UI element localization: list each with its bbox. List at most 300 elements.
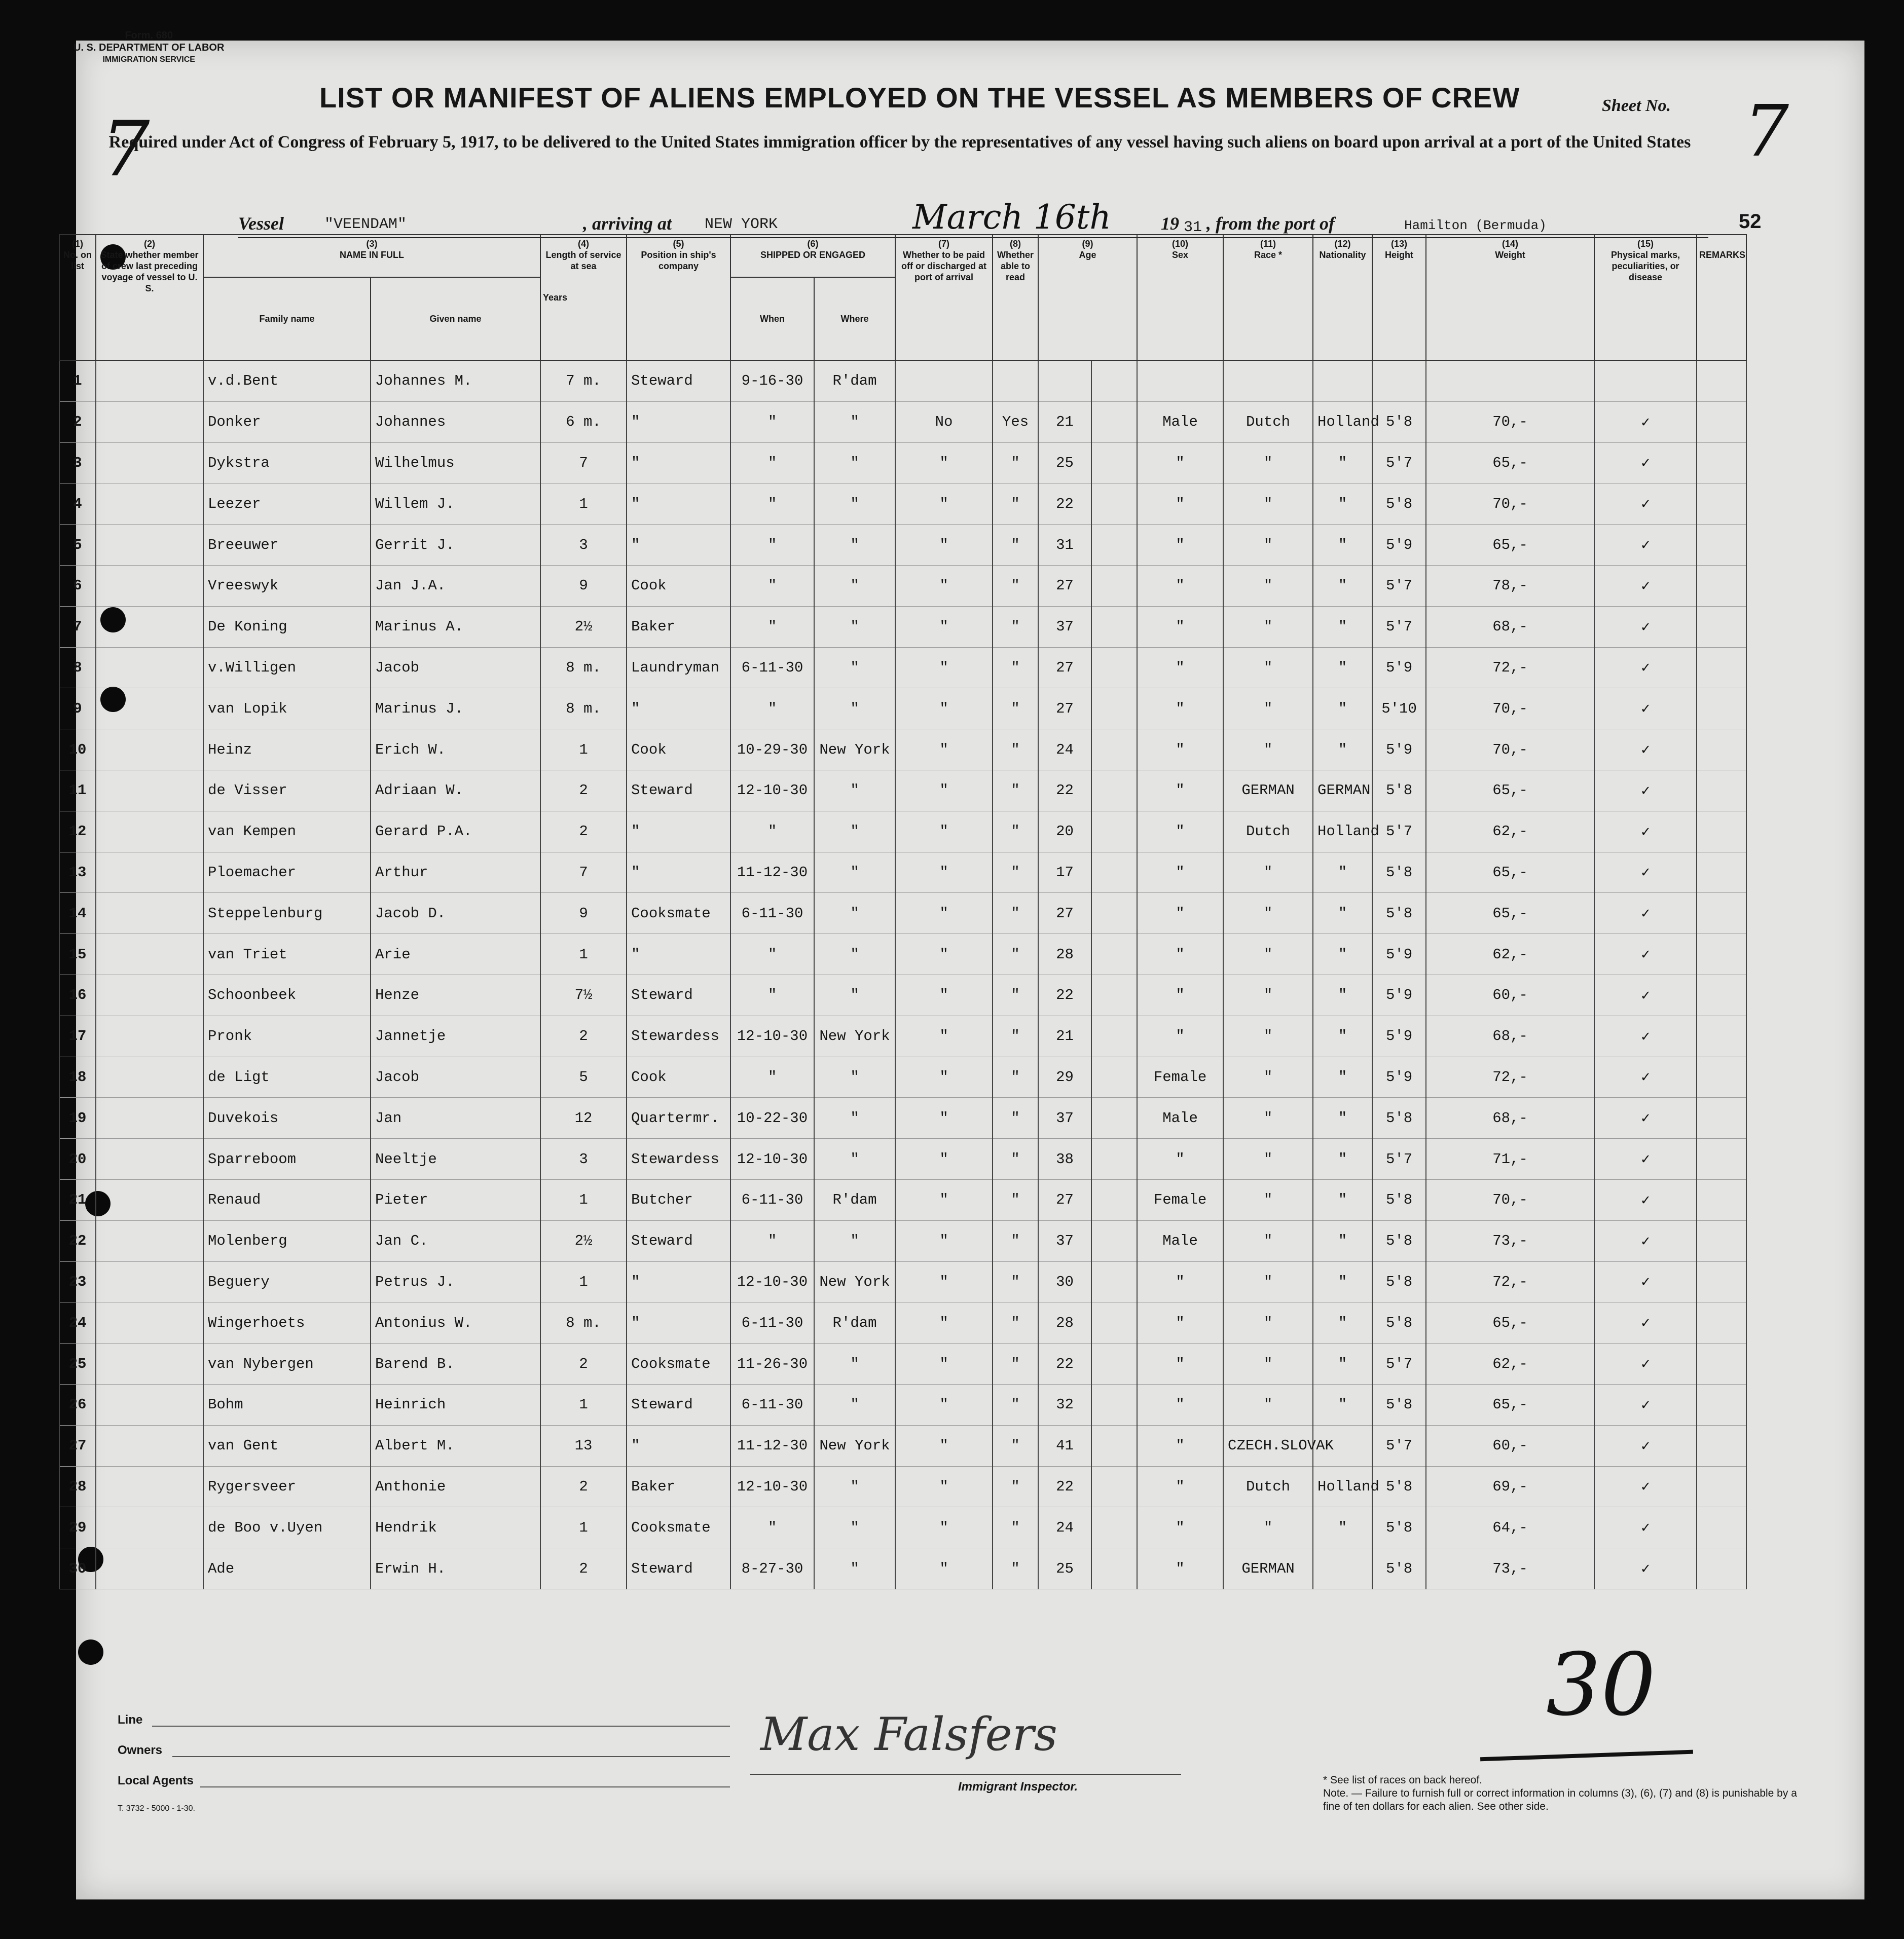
age-spacer bbox=[1091, 1179, 1137, 1220]
shipped-where: " bbox=[814, 770, 895, 811]
weight: 70,- bbox=[1426, 688, 1594, 729]
arrival-date: March 16th bbox=[912, 198, 1111, 237]
weight: 62,- bbox=[1426, 1344, 1594, 1385]
state-cell bbox=[96, 647, 203, 688]
shipped-when: 12-10-30 bbox=[730, 1261, 814, 1302]
height: 5'7 bbox=[1372, 1425, 1426, 1466]
paid-off: " bbox=[895, 606, 993, 647]
age-spacer bbox=[1091, 1466, 1137, 1507]
table-row bbox=[59, 1016, 1746, 1057]
height: 5'8 bbox=[1372, 1507, 1426, 1548]
service-length: 2 bbox=[540, 1466, 627, 1507]
age: 27 bbox=[1038, 688, 1091, 729]
sex: " bbox=[1137, 1384, 1223, 1425]
position: Steward bbox=[627, 1384, 730, 1425]
given-name: Adriaan W. bbox=[371, 770, 540, 811]
paid-off: " bbox=[895, 1302, 993, 1344]
age-spacer bbox=[1091, 1548, 1137, 1589]
height: 5'8 bbox=[1372, 893, 1426, 934]
position: Laundryman bbox=[627, 647, 730, 688]
paid-off: " bbox=[895, 1016, 993, 1057]
shipped-when: 12-10-30 bbox=[730, 1016, 814, 1057]
sex: " bbox=[1137, 442, 1223, 483]
height: 5'8 bbox=[1372, 770, 1426, 811]
weight: 65,- bbox=[1426, 893, 1594, 934]
given-name: Heinrich bbox=[371, 1384, 540, 1425]
row-number: 4 bbox=[59, 483, 96, 525]
state-cell bbox=[96, 852, 203, 893]
state-cell bbox=[96, 1302, 203, 1344]
row-number: 12 bbox=[59, 811, 96, 852]
table-row bbox=[59, 1302, 1746, 1344]
family-name: van Gent bbox=[203, 1425, 371, 1466]
family-name: Bohm bbox=[203, 1384, 371, 1425]
table-row bbox=[59, 647, 1746, 688]
able-to-read: " bbox=[993, 483, 1038, 525]
state-cell bbox=[96, 1016, 203, 1057]
remarks bbox=[1697, 729, 1746, 770]
sex: " bbox=[1137, 1261, 1223, 1302]
col-paid-header: (7) Whether to be paid off or discharged at port of arrival bbox=[895, 235, 993, 360]
row-number: 27 bbox=[59, 1425, 96, 1466]
crew-manifest-table bbox=[59, 234, 1747, 1589]
total-count: 30 bbox=[1546, 1635, 1656, 1735]
state-cell bbox=[96, 606, 203, 647]
table-row bbox=[59, 1057, 1746, 1098]
col-given-header: Given name bbox=[371, 277, 540, 360]
remarks bbox=[1697, 483, 1746, 525]
age: 27 bbox=[1038, 1179, 1091, 1220]
shipped-where: " bbox=[814, 1548, 895, 1589]
family-name: Rygersveer bbox=[203, 1466, 371, 1507]
paid-off: " bbox=[895, 893, 993, 934]
family-name: Breeuwer bbox=[203, 525, 371, 566]
position: " bbox=[627, 483, 730, 525]
shipped-where: " bbox=[814, 525, 895, 566]
table-row bbox=[59, 811, 1746, 852]
position: Baker bbox=[627, 606, 730, 647]
shipped-when: 11-12-30 bbox=[730, 852, 814, 893]
paid-off: " bbox=[895, 811, 993, 852]
row-number: 18 bbox=[59, 1057, 96, 1098]
weight: 62,- bbox=[1426, 934, 1594, 975]
age: 37 bbox=[1038, 1220, 1091, 1261]
age-spacer bbox=[1091, 401, 1137, 442]
height: 5'7 bbox=[1372, 565, 1426, 606]
sex: " bbox=[1137, 852, 1223, 893]
paid-off: " bbox=[895, 1344, 993, 1385]
table-row bbox=[59, 565, 1746, 606]
weight: 64,- bbox=[1426, 1507, 1594, 1548]
sex: " bbox=[1137, 1344, 1223, 1385]
weight: 71,- bbox=[1426, 1139, 1594, 1180]
able-to-read: " bbox=[993, 1507, 1038, 1548]
table-row bbox=[59, 1466, 1746, 1507]
age-spacer bbox=[1091, 360, 1137, 401]
age: 27 bbox=[1038, 893, 1091, 934]
age-spacer bbox=[1091, 1098, 1137, 1139]
nationality: " bbox=[1313, 934, 1372, 975]
position: " bbox=[627, 442, 730, 483]
sex: " bbox=[1137, 688, 1223, 729]
paid-off: " bbox=[895, 1466, 993, 1507]
row-number: 17 bbox=[59, 1016, 96, 1057]
shipped-when: " bbox=[730, 565, 814, 606]
shipped-when: 10-22-30 bbox=[730, 1098, 814, 1139]
able-to-read: " bbox=[993, 1261, 1038, 1302]
position: " bbox=[627, 811, 730, 852]
table-row bbox=[59, 688, 1746, 729]
weight: 73,- bbox=[1426, 1220, 1594, 1261]
sex: " bbox=[1137, 1139, 1223, 1180]
footnotes bbox=[1323, 1774, 1805, 1813]
nationality: " bbox=[1313, 1261, 1372, 1302]
family-name: v.Willigen bbox=[203, 647, 371, 688]
table-row bbox=[59, 525, 1746, 566]
service-length: 8 m. bbox=[540, 1302, 627, 1344]
department: U. S. DEPARTMENT OF LABOR bbox=[74, 42, 225, 53]
paid-off: " bbox=[895, 1261, 993, 1302]
able-to-read: " bbox=[993, 688, 1038, 729]
shipped-where: New York bbox=[814, 1425, 895, 1466]
physical-marks: ✓ bbox=[1594, 1344, 1697, 1385]
sex: " bbox=[1137, 1302, 1223, 1344]
physical-marks: ✓ bbox=[1594, 1220, 1697, 1261]
given-name: Petrus J. bbox=[371, 1261, 540, 1302]
able-to-read: " bbox=[993, 1098, 1038, 1139]
state-cell bbox=[96, 360, 203, 401]
shipped-where: " bbox=[814, 483, 895, 525]
age: 41 bbox=[1038, 1425, 1091, 1466]
position: Steward bbox=[627, 360, 730, 401]
family-name: Molenberg bbox=[203, 1220, 371, 1261]
physical-marks: ✓ bbox=[1594, 1302, 1697, 1344]
sex: " bbox=[1137, 1507, 1223, 1548]
state-cell bbox=[96, 1507, 203, 1548]
col-shipped-header: (6) SHIPPED OR ENGAGED bbox=[730, 235, 895, 277]
table-row bbox=[59, 934, 1746, 975]
height: 5'8 bbox=[1372, 1302, 1426, 1344]
height: 5'8 bbox=[1372, 1179, 1426, 1220]
row-number: 7 bbox=[59, 606, 96, 647]
row-number: 10 bbox=[59, 729, 96, 770]
remarks bbox=[1697, 1220, 1746, 1261]
sex: " bbox=[1137, 1425, 1223, 1466]
remarks bbox=[1697, 606, 1746, 647]
col-height-header: (13) Height bbox=[1372, 235, 1426, 360]
shipped-where: New York bbox=[814, 1261, 895, 1302]
weight: 65,- bbox=[1426, 1302, 1594, 1344]
position: Quartermr. bbox=[627, 1098, 730, 1139]
race: " bbox=[1223, 1261, 1313, 1302]
remarks bbox=[1697, 1425, 1746, 1466]
service-length: 2½ bbox=[540, 1220, 627, 1261]
physical-marks: ✓ bbox=[1594, 1057, 1697, 1098]
sex: " bbox=[1137, 934, 1223, 975]
sex: Male bbox=[1137, 401, 1223, 442]
inspector-label: Immigrant Inspector. bbox=[958, 1780, 1078, 1794]
weight: 68,- bbox=[1426, 1098, 1594, 1139]
service-length: 8 m. bbox=[540, 647, 627, 688]
age-spacer bbox=[1091, 1261, 1137, 1302]
shipped-where: New York bbox=[814, 729, 895, 770]
family-name: Wingerhoets bbox=[203, 1302, 371, 1344]
given-name: Jacob bbox=[371, 647, 540, 688]
given-name: Arthur bbox=[371, 852, 540, 893]
form-number: Form. 680 bbox=[125, 30, 173, 41]
nationality bbox=[1313, 1548, 1372, 1589]
race: " bbox=[1223, 1384, 1313, 1425]
physical-marks: ✓ bbox=[1594, 483, 1697, 525]
shipped-where: " bbox=[814, 975, 895, 1016]
row-number: 11 bbox=[59, 770, 96, 811]
state-cell bbox=[96, 770, 203, 811]
family-name: van Kempen bbox=[203, 811, 371, 852]
vessel-label: Vessel bbox=[238, 213, 284, 234]
col-weight-header: (14) Weight bbox=[1426, 235, 1594, 360]
col-age-header: (9) Age bbox=[1038, 235, 1137, 360]
shipped-where: " bbox=[814, 606, 895, 647]
paid-off: " bbox=[895, 770, 993, 811]
race: " bbox=[1223, 1057, 1313, 1098]
family-name: Heinz bbox=[203, 729, 371, 770]
sex: " bbox=[1137, 483, 1223, 525]
age: 37 bbox=[1038, 606, 1091, 647]
shipped-where: " bbox=[814, 852, 895, 893]
state-cell bbox=[96, 729, 203, 770]
given-name: Wilhelmus bbox=[371, 442, 540, 483]
position: Stewardess bbox=[627, 1016, 730, 1057]
able-to-read: " bbox=[993, 525, 1038, 566]
physical-marks: ✓ bbox=[1594, 934, 1697, 975]
family-name: Donker bbox=[203, 401, 371, 442]
nationality: Holland bbox=[1313, 401, 1372, 442]
service-length: 8 m. bbox=[540, 688, 627, 729]
family-name: Schoonbeek bbox=[203, 975, 371, 1016]
given-name: Marinus J. bbox=[371, 688, 540, 729]
family-name: Beguery bbox=[203, 1261, 371, 1302]
shipped-when: 12-10-30 bbox=[730, 1466, 814, 1507]
age-spacer bbox=[1091, 770, 1137, 811]
physical-marks: ✓ bbox=[1594, 401, 1697, 442]
service-length: 1 bbox=[540, 1179, 627, 1220]
service-length: 2 bbox=[540, 1016, 627, 1057]
paid-off: " bbox=[895, 1384, 993, 1425]
shipped-where: " bbox=[814, 1098, 895, 1139]
age-spacer bbox=[1091, 525, 1137, 566]
line-label: Line bbox=[118, 1713, 143, 1727]
shipped-where: " bbox=[814, 401, 895, 442]
able-to-read: " bbox=[993, 1466, 1038, 1507]
sex: " bbox=[1137, 1466, 1223, 1507]
nationality: " bbox=[1313, 525, 1372, 566]
shipped-when: 11-26-30 bbox=[730, 1344, 814, 1385]
remarks bbox=[1697, 770, 1746, 811]
state-cell bbox=[96, 893, 203, 934]
remarks bbox=[1697, 1057, 1746, 1098]
height: 5'8 bbox=[1372, 1261, 1426, 1302]
age-spacer bbox=[1091, 565, 1137, 606]
given-name: Gerard P.A. bbox=[371, 811, 540, 852]
family-name: Renaud bbox=[203, 1179, 371, 1220]
nationality: " bbox=[1313, 1384, 1372, 1425]
age: 37 bbox=[1038, 1098, 1091, 1139]
agents-underline bbox=[200, 1786, 730, 1787]
nationality: " bbox=[1313, 852, 1372, 893]
weight: 65,- bbox=[1426, 525, 1594, 566]
race: " bbox=[1223, 934, 1313, 975]
race: " bbox=[1223, 893, 1313, 934]
paid-off: " bbox=[895, 1220, 993, 1261]
able-to-read: " bbox=[993, 1302, 1038, 1344]
remarks bbox=[1697, 1261, 1746, 1302]
table-row bbox=[59, 401, 1746, 442]
row-number: 3 bbox=[59, 442, 96, 483]
weight: 72,- bbox=[1426, 1261, 1594, 1302]
paid-off: " bbox=[895, 688, 993, 729]
col-nationality-header: (12) Nationality bbox=[1313, 235, 1372, 360]
family-name: Leezer bbox=[203, 483, 371, 525]
given-name: Arie bbox=[371, 934, 540, 975]
service-length: 13 bbox=[540, 1425, 627, 1466]
nationality: " bbox=[1313, 1098, 1372, 1139]
family-name: de Ligt bbox=[203, 1057, 371, 1098]
age-spacer bbox=[1091, 729, 1137, 770]
table-row bbox=[59, 852, 1746, 893]
able-to-read: " bbox=[993, 1384, 1038, 1425]
from-port: Hamilton (Bermuda) bbox=[1404, 218, 1547, 233]
shipped-when: 6-11-30 bbox=[730, 1384, 814, 1425]
age-spacer bbox=[1091, 606, 1137, 647]
state-cell bbox=[96, 811, 203, 852]
given-name: Jan J.A. bbox=[371, 565, 540, 606]
inspector-signature: Max Falsfers bbox=[760, 1708, 1057, 1761]
age: 24 bbox=[1038, 1507, 1091, 1548]
state-cell bbox=[96, 1425, 203, 1466]
position: Cooksmate bbox=[627, 1507, 730, 1548]
owners-label: Owners bbox=[118, 1743, 163, 1757]
remarks bbox=[1697, 1466, 1746, 1507]
height: 5'9 bbox=[1372, 934, 1426, 975]
table-row bbox=[59, 1098, 1746, 1139]
table-row bbox=[59, 1384, 1746, 1425]
physical-marks: ✓ bbox=[1594, 525, 1697, 566]
height: 5'9 bbox=[1372, 1057, 1426, 1098]
race: " bbox=[1223, 1344, 1313, 1385]
age-spacer bbox=[1091, 1139, 1137, 1180]
service-length: 1 bbox=[540, 483, 627, 525]
height: 5'9 bbox=[1372, 525, 1426, 566]
physical-marks: ✓ bbox=[1594, 1384, 1697, 1425]
paid-off: " bbox=[895, 442, 993, 483]
state-cell bbox=[96, 1548, 203, 1589]
shipped-when: 6-11-30 bbox=[730, 893, 814, 934]
race: " bbox=[1223, 483, 1313, 525]
position: Cooksmate bbox=[627, 1344, 730, 1385]
row-number: 13 bbox=[59, 852, 96, 893]
print-code: T. 3732 - 5000 - 1-30. bbox=[118, 1804, 195, 1813]
physical-marks: ✓ bbox=[1594, 606, 1697, 647]
weight: 78,- bbox=[1426, 565, 1594, 606]
paid-off: " bbox=[895, 1179, 993, 1220]
col-service-header: (4) Length of service at sea Years bbox=[540, 235, 627, 360]
paid-off: " bbox=[895, 1425, 993, 1466]
race: " bbox=[1223, 1220, 1313, 1261]
able-to-read: " bbox=[993, 811, 1038, 852]
col-read-header: (8) Whether able to read bbox=[993, 235, 1038, 360]
document-subtitle: Required under Act of Congress of February 5, 1917, to be delivered to the United States immigration officer by the representatives of any vessel having such aliens on board upon arrival at a port of the United States bbox=[108, 133, 1691, 152]
nationality: " bbox=[1313, 1344, 1372, 1385]
given-name: Neeltje bbox=[371, 1139, 540, 1180]
race: " bbox=[1223, 1016, 1313, 1057]
shipped-when: 10-29-30 bbox=[730, 729, 814, 770]
position: Baker bbox=[627, 1466, 730, 1507]
given-name: Hendrik bbox=[371, 1507, 540, 1548]
row-number: 21 bbox=[59, 1179, 96, 1220]
shipped-where: " bbox=[814, 1384, 895, 1425]
physical-marks: ✓ bbox=[1594, 1466, 1697, 1507]
nationality: Holland bbox=[1313, 1466, 1372, 1507]
family-name: Sparreboom bbox=[203, 1139, 371, 1180]
state-cell bbox=[96, 1261, 203, 1302]
paid-off: " bbox=[895, 483, 993, 525]
weight: 65,- bbox=[1426, 770, 1594, 811]
service-length: 1 bbox=[540, 1261, 627, 1302]
shipped-when: " bbox=[730, 1057, 814, 1098]
service-length: 5 bbox=[540, 1057, 627, 1098]
race: " bbox=[1223, 975, 1313, 1016]
paid-off: " bbox=[895, 729, 993, 770]
paid-off: " bbox=[895, 647, 993, 688]
height: 5'10 bbox=[1372, 688, 1426, 729]
remarks bbox=[1697, 688, 1746, 729]
page-number: 52 bbox=[1739, 210, 1762, 233]
row-number: 28 bbox=[59, 1466, 96, 1507]
weight: 65,- bbox=[1426, 442, 1594, 483]
race: " bbox=[1223, 1302, 1313, 1344]
physical-marks: ✓ bbox=[1594, 1425, 1697, 1466]
service-length: 2 bbox=[540, 770, 627, 811]
age-spacer bbox=[1091, 442, 1137, 483]
crew-rows bbox=[59, 360, 1746, 1589]
shipped-where: " bbox=[814, 1344, 895, 1385]
able-to-read: " bbox=[993, 647, 1038, 688]
service-length: 1 bbox=[540, 1384, 627, 1425]
able-to-read: " bbox=[993, 1548, 1038, 1589]
sex: " bbox=[1137, 1548, 1223, 1589]
able-to-read: " bbox=[993, 1344, 1038, 1385]
paid-off: " bbox=[895, 525, 993, 566]
family-name: Dykstra bbox=[203, 442, 371, 483]
signature-underline bbox=[750, 1774, 1181, 1775]
paid-off: " bbox=[895, 1057, 993, 1098]
weight: 73,- bbox=[1426, 1548, 1594, 1589]
able-to-read: " bbox=[993, 975, 1038, 1016]
shipped-when: 6-11-30 bbox=[730, 1302, 814, 1344]
col-position-header: (5) Position in ship's company bbox=[627, 235, 730, 360]
race: " bbox=[1223, 1507, 1313, 1548]
table-row bbox=[59, 1507, 1746, 1548]
race: Dutch bbox=[1223, 1466, 1313, 1507]
state-cell bbox=[96, 1098, 203, 1139]
table-row bbox=[59, 729, 1746, 770]
able-to-read: " bbox=[993, 565, 1038, 606]
remarks bbox=[1697, 1302, 1746, 1344]
table-row bbox=[59, 893, 1746, 934]
shipped-where: " bbox=[814, 565, 895, 606]
height: 5'9 bbox=[1372, 729, 1426, 770]
sex: " bbox=[1137, 525, 1223, 566]
